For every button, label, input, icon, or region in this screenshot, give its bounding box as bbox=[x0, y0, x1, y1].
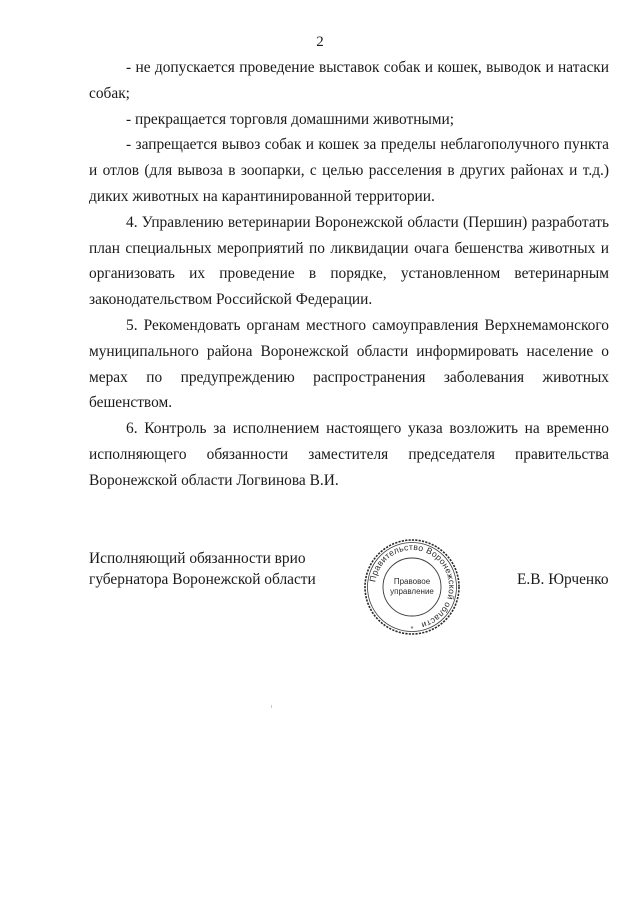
paragraph-trade-stopped: - прекращается торговля домашними животными; bbox=[126, 110, 455, 128]
signatory-position-line-1: Исполняющий обязанности врио bbox=[89, 550, 306, 567]
paragraph-ban-exhibitions: - не допускается проведение выставок собак и кошек, выводок и натаски собак; bbox=[89, 59, 609, 102]
signatory-position-line-2: губернатора Воронежской области bbox=[89, 571, 316, 588]
signatory-position bbox=[89, 548, 316, 590]
seal-star: * bbox=[410, 626, 414, 633]
signatory-name: Е.В. Юрченко bbox=[517, 571, 609, 588]
seal-inner-line-2: управление bbox=[390, 587, 434, 596]
paragraph-item-4: 4. Управлению ветеринарии Воронежской области (Першин) разработать план специальных мероприятий по ликвидации очага бешенства животных и организовать их проведение в порядке, установленном ветеринарным законодательством Российской Федерации. bbox=[89, 213, 609, 309]
seal-outer-text: Правительство Воронежской области bbox=[367, 541, 458, 631]
scan-speck bbox=[271, 705, 272, 708]
document-body bbox=[89, 55, 609, 494]
official-seal-stamp bbox=[362, 537, 462, 637]
paragraph-export-ban: - запрещается вывоз собак и кошек за пределы неблагополучного пункта и отлов (для вывоза в зоопарки, с целью расселения в других районах и т.д.) диких животных на карантинированной территории. bbox=[89, 136, 609, 205]
page-number: 2 bbox=[316, 34, 324, 50]
paragraph-item-6: 6. Контроль за исполнением настоящего указа возложить на временно исполняющего обязанности заместителя председателя правительства Воронежской области Логвинова В.И. bbox=[89, 420, 609, 489]
paragraph-item-5: 5. Рекомендовать органам местного самоуправления Верхнемамонского муниципального района Воронежской области информировать население о мерах по предупреждению распространения заболевания животных бешенством. bbox=[89, 316, 609, 412]
seal-inner-line-1: Правовое bbox=[393, 577, 431, 586]
